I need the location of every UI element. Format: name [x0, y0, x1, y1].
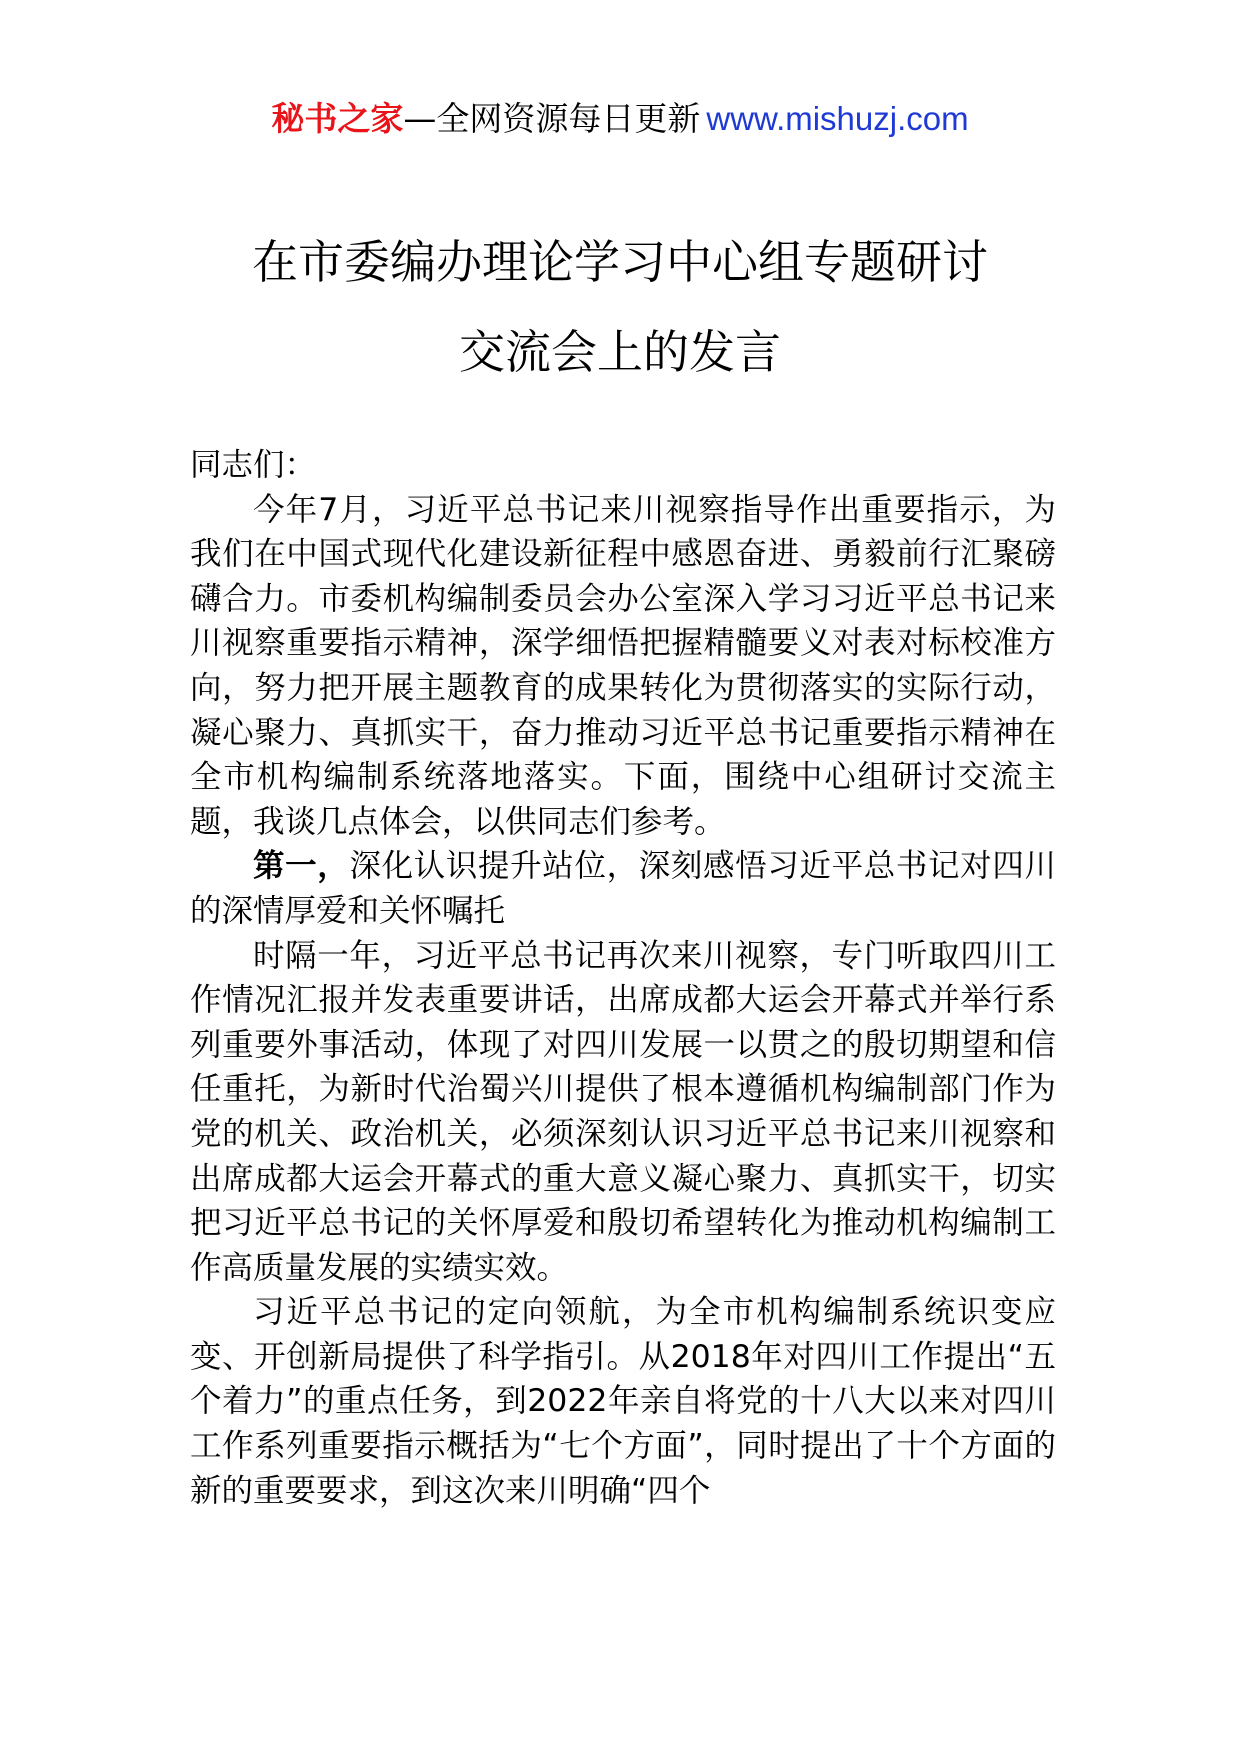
salutation: 同志们：: [190, 447, 317, 483]
paragraph-2: 时隔一年，习近平总书记再次来川视察，专门听取四川工作情况汇报并发表重要讲话，出席成都大运会开幕式并举行系列重要外事活动，体现了对四川发展一以贯之的殷切期望和信任重托，为新时代治蜀兴川提供了根本遵循机构编制部门作为党的机关、政治机关，必须深刻认识习近平总书记来川视察和出席成都大运会开幕式的重大意义凝心聚力、真抓实干，切实把习近平总书记的关怀厚爱和殷切希望转化为推动机构编制工作高质量发展的实绩实效。: [190, 937, 1056, 1286]
site-brand: 秘书之家: [271, 99, 404, 138]
site-header: [0, 95, 1240, 143]
section-lead: 第一，: [253, 848, 350, 885]
site-tagline: —全网资源每日更新: [403, 99, 701, 138]
document-title-line-2: 交流会上的发言: [459, 325, 781, 379]
section-heading-1: [190, 844, 1056, 933]
document-title-line-1: 在市委编办理论学习中心组专题研讨: [252, 235, 988, 289]
site-url-link[interactable]: www.mishuzj.com: [706, 100, 969, 137]
paragraph-3: 习近平总书记的定向领航，为全市机构编制系统识变应变、开创新局提供了科学指引。从2018年对四川工作提出“五个着力”的重点任务，到2022年亲自将党的十八大以来对四川工作系列重要指示概括为“七个方面”，同时提出了十个方面的新的重要要求，到这次来川明确“四个: [190, 1294, 1056, 1509]
section-heading-text: 深化认识提升站位，深刻感悟习近平总书记对四川的深情厚爱和关怀嘱托: [190, 848, 1056, 929]
paragraph-intro: 今年7月，习近平总书记来川视察指导作出重要指示，为我们在中国式现代化建设新征程中感恩奋进、勇毅前行汇聚磅礴合力。市委机构编制委员会办公室深入学习习近平总书记来川视察重要指示精神，深学细悟把握精髓要义对表对标校准方向，努力把开展主题教育的成果转化为贯彻落实的实际行动，凝心聚力、真抓实干，奋力推动习近平总书记重要指示精神在全市机构编制系统落地落实。下面，围绕中心组研讨交流主题，我谈几点体会，以供同志们参考。: [190, 491, 1056, 840]
document-body: [190, 443, 1056, 1513]
